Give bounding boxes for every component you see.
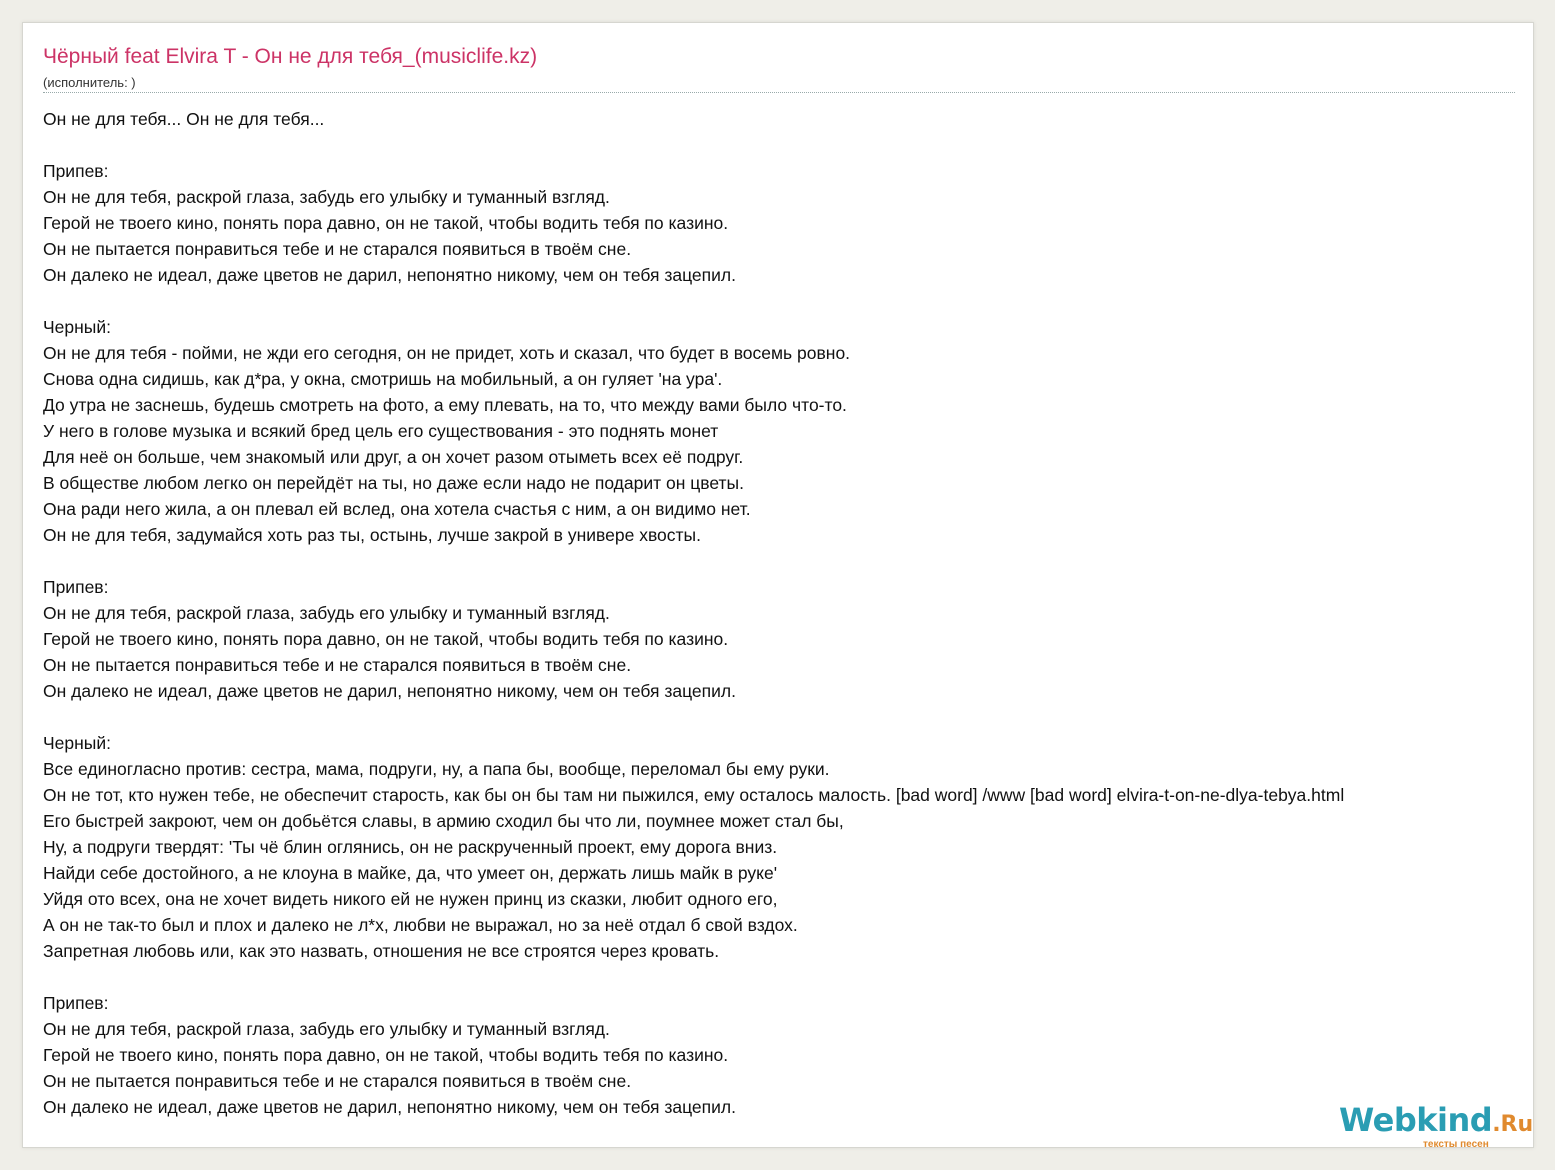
webkind-logo [1339, 1101, 1534, 1148]
lyrics-blank-line [43, 132, 1533, 158]
lyrics-blank-line [43, 964, 1533, 990]
lyrics-body [43, 106, 1533, 1120]
lyrics-line: Он не для тебя... Он не для тебя... [43, 109, 325, 129]
lyrics-line: Припев: [43, 577, 109, 597]
lyrics-card [22, 22, 1534, 1148]
lyrics-line: Он далеко не идеал, даже цветов не дарил, непонятно никому, чем он тебя зацепил. [43, 1097, 736, 1117]
lyrics-line: Он не для тебя, раскрой глаза, забудь его улыбку и туманный взгляд. [43, 187, 610, 207]
artist-note: (исполнитель: ) [43, 75, 136, 90]
lyrics-line: Герой не твоего кино, понять пора давно, он не такой, чтобы водить тебя по казино. [43, 1045, 729, 1065]
lyrics-line: А он не так-то был и плох и далеко не л*х, любви не выражал, но за неё отдал б свой вздох. [43, 915, 798, 935]
lyrics-blank-line [43, 288, 1533, 314]
lyrics-line: Снова одна сидишь, как д*ра, у окна, смотришь на мобильный, а он гуляет 'на ура'. [43, 369, 723, 389]
lyrics-line: Герой не твоего кино, понять пора давно, он не такой, чтобы водить тебя по казино. [43, 213, 729, 233]
song-title: Чёрный feat Elvira T - Он не для тебя_(musiclife.kz) [43, 45, 538, 68]
lyrics-line: Припев: [43, 993, 109, 1013]
lyrics-line: Он не пытается понравиться тебе и не старался появиться в твоём сне. [43, 1071, 632, 1091]
lyrics-line: Он далеко не идеал, даже цветов не дарил, непонятно никому, чем он тебя зацепил. [43, 265, 736, 285]
lyrics-line: Черный: [43, 317, 112, 337]
lyrics-line: Она ради него жила, а он плевал ей вслед, она хотела счастья с ним, а он видимо нет. [43, 499, 751, 519]
lyrics-blank-line [43, 704, 1533, 730]
lyrics-line: У него в голове музыка и всякий бред цель его существования - это поднять монет [43, 421, 719, 441]
lyrics-line: Он не пытается понравиться тебе и не старался появиться в твоём сне. [43, 239, 632, 259]
lyrics-line: Он не для тебя, раскрой глаза, забудь его улыбку и туманный взгляд. [43, 603, 610, 623]
lyrics-line: Он не тот, кто нужен тебе, не обеспечит старость, как бы он бы там ни пыжился, ему осталось малость. [bad word] /www [bad word] elvira-t-on-ne-dlya-tebya.html [43, 785, 1345, 805]
lyrics-line: Он далеко не идеал, даже цветов не дарил, непонятно никому, чем он тебя зацепил. [43, 681, 736, 701]
lyrics-line: Найди себе достойного, а не клоуна в майке, да, что умеет он, держать лишь майк в руке' [43, 863, 778, 883]
lyrics-line: Он не пытается понравиться тебе и не старался появиться в твоём сне. [43, 655, 632, 675]
lyrics-line: Припев: [43, 161, 109, 181]
logo-main-text: Webkind [1339, 1101, 1493, 1139]
lyrics-line: До утра не заснешь, будешь смотреть на фото, а ему плевать, на то, что между вами было что-то. [43, 395, 847, 415]
logo-tld-text: .Ru [1492, 1112, 1534, 1137]
lyrics-line: Он не для тебя, задумайся хоть раз ты, остынь, лучше закрой в универе хвосты. [43, 525, 701, 545]
lyrics-line: Все единогласно против: сестра, мама, подруги, ну, а папа бы, вообще, переломал бы ему руки. [43, 759, 830, 779]
lyrics-blank-line [43, 548, 1533, 574]
lyrics-line: Герой не твоего кино, понять пора давно, он не такой, чтобы водить тебя по казино. [43, 629, 729, 649]
lyrics-line: Он не для тебя - пойми, не жди его сегодня, он не придет, хоть и сказал, что будет в восемь ровно. [43, 343, 851, 363]
lyrics-line: Его быстрей закроют, чем он добьётся славы, в армию сходил бы что ли, поумнее может стал бы, [43, 811, 844, 831]
lyrics-line: Уйдя ото всех, она не хочет видеть никого ей не нужен принц из сказки, любит одного его, [43, 889, 778, 909]
title-divider [43, 92, 1515, 93]
lyrics-line: Запретная любовь или, как это назвать, отношения не все строятся через кровать. [43, 941, 720, 961]
lyrics-line: Он не для тебя, раскрой глаза, забудь его улыбку и туманный взгляд. [43, 1019, 610, 1039]
lyrics-line: Для неё он больше, чем знакомый или друг, а он хочет разом отыметь всех её подруг. [43, 447, 744, 467]
logo-tagline: тексты песен [1423, 1139, 1489, 1148]
lyrics-line: В обществе любом легко он перейдёт на ты, но даже если надо не подарит он цветы. [43, 473, 744, 493]
lyrics-line: Черный: [43, 733, 112, 753]
lyrics-line: Ну, а подруги твердят: 'Ты чё блин оглянись, он не раскрученный проект, ему дорога вниз. [43, 837, 778, 857]
